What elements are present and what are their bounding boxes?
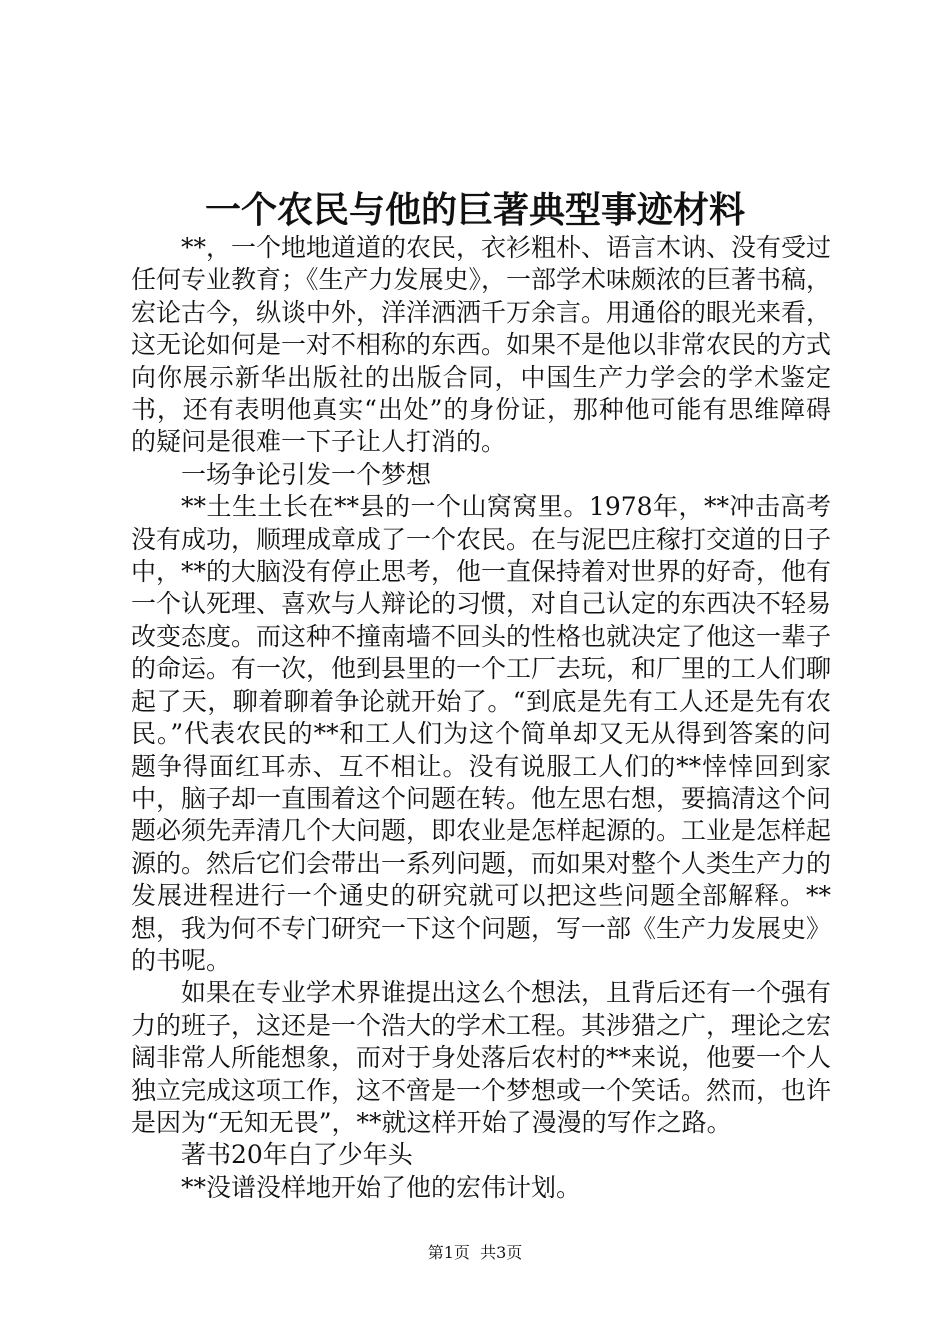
document-body [131,232,831,1204]
page-number-total: 共3页 [480,1243,523,1262]
page-number-current: 第1页 [427,1243,470,1262]
document-title: 一个农民与他的巨著典型事迹材料 [204,189,745,231]
paragraph-debate: **土生土长在**县的一个山窝窝里。1978年，**冲击高考没有成功，顺理成章成了一个农民。在与泥巴庄稼打交道的日子中，**的大脑没有停止思考，他一直保持着对世界的好奇，他有一个认死理、喜欢与人辩论的习惯，对自己认定的东西决不轻易改变态度。而这种不撞南墙不回头的性格也就决定了他这一辈子的命运。有一次，他到县里的一个工厂去玩，和厂里的工人们聊起了天，聊着聊着争论就开始了。“到底是先有工人还是先有农民。”代表农民的**和工人们为这个简单却又无从得到答案的问题争得面红耳赤、互不相让。没有说服工人们的**悻悻回到家中，脑子却一直围着这个问题在转。他左思右想，要搞清这个问题必须先弄清几个大问题，即农业是怎样起源的。工业是怎样起源的。然后它们会带出一系列问题，而如果对整个人类生产力的发展进程进行一个通史的研究就可以把这些问题全部解释。**想，我为何不专门研究一下这个问题，写一部《生产力发展史》的书呢。 [131,492,832,975]
paragraph-intro: **，一个地地道道的农民，衣衫粗朴、语言木讷、没有受过任何专业教育；《生产力发展史》，一部学术味颇浓的巨著书稿，宏论古今，纵谈中外，洋洋洒洒千万余言。用通俗的眼光来看，这无论如何是一对不相称的东西。如果不是他以非常农民的方式向你展示新华出版社的出版合同，中国生产力学会的学术鉴定书，还有表明他真实“出处”的身份证，那种他可能有思维障碍的疑问是很难一下子让人打消的。 [131,233,832,457]
section-heading-debate: 一场争论引发一个梦想 [181,459,432,489]
page-footer [0,1243,950,1263]
paragraph-dream: 如果在专业学术界谁提出这么个想法，且背后还有一个强有力的班子，这还是一个浩大的学术工程。其涉猎之广，理论之宏阔非常人所能想象，而对于身处落后农村的**来说，他要一个人独立完成这项工作，这不啻是一个梦想或一个笑话。然而，也许是因为“无知无畏”，**就这样开始了漫漫的写作之路。 [131,978,832,1137]
section-heading-twenty-years: 著书20年白了少年头 [181,1140,413,1170]
paragraph-plan: **没谱没样地开始了他的宏伟计划。 [181,1172,582,1202]
